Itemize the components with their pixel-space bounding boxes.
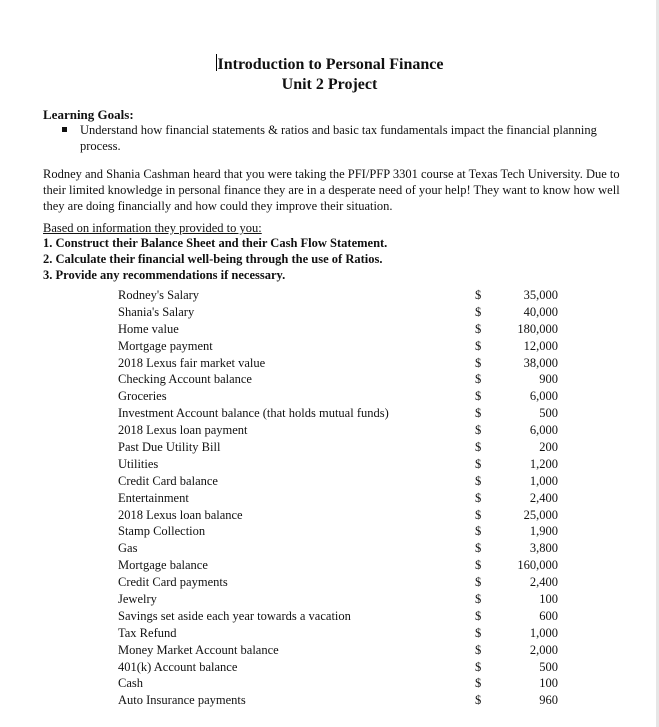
- task-item: 3. Provide any recommendations if necessary.: [43, 268, 286, 282]
- item-label: Rodney's Salary: [118, 288, 200, 302]
- financial-item-row: [118, 490, 558, 507]
- currency-symbol: $: [475, 490, 482, 505]
- item-label: Entertainment: [118, 490, 189, 505]
- currency-symbol: $: [475, 659, 482, 674]
- item-label: Mortgage payment: [118, 338, 213, 353]
- currency-symbol: $: [475, 355, 482, 370]
- item-amount: 600: [539, 608, 558, 623]
- currency-symbol: $: [475, 625, 482, 640]
- task-item: 2. Calculate their financial well-being through the use of Ratios.: [43, 252, 383, 266]
- item-amount: 960: [539, 693, 558, 708]
- title-line-2: Unit 2 Project: [281, 76, 378, 93]
- item-label: 401(k) Account balance: [118, 659, 238, 674]
- financial-item-row: [118, 388, 558, 405]
- item-label: Tax Refund: [118, 625, 177, 640]
- item-label: Home value: [118, 321, 179, 336]
- financial-item-row: [118, 405, 558, 422]
- financial-item-row: [118, 371, 558, 388]
- item-label: Cash: [118, 676, 143, 691]
- financial-item-row: [118, 439, 558, 456]
- title-line-1: [0, 54, 659, 75]
- item-amount: 2,000: [529, 642, 558, 657]
- item-amount: 1,900: [529, 524, 558, 539]
- financial-item-row: [118, 591, 558, 608]
- financial-item-row: [118, 321, 558, 338]
- task-list: [43, 235, 387, 283]
- item-amount: 1,200: [529, 456, 558, 471]
- currency-symbol: $: [475, 321, 482, 336]
- currency-symbol: $: [475, 642, 482, 657]
- currency-symbol: $: [475, 304, 482, 319]
- currency-symbol: $: [475, 406, 482, 421]
- currency-symbol: $: [475, 440, 482, 455]
- financial-item-row: [118, 355, 558, 372]
- item-amount: 2,400: [529, 490, 558, 505]
- financial-item-row: [118, 692, 558, 709]
- currency-symbol: $: [475, 558, 482, 573]
- item-amount: 500: [539, 406, 558, 421]
- item-amount: 1,000: [529, 473, 558, 488]
- item-label: Credit Card payments: [118, 575, 228, 590]
- financial-item-row: [118, 304, 558, 321]
- currency-symbol: $: [475, 288, 482, 302]
- financial-item-row: [118, 557, 558, 574]
- item-amount: 3,800: [529, 541, 558, 556]
- item-amount: 6,000: [529, 389, 558, 404]
- item-label: Auto Insurance payments: [118, 693, 246, 708]
- intro-paragraph: Rodney and Shania Cashman heard that you were taking the PFI/PFP 3301 course at Texas Tech University. Due to their limited knowledge in personal finance they are in a desperate need of your help! They want to know how well they are doing financially and how could they improve their situation.: [43, 167, 620, 213]
- based-on-heading: Based on information they provided to you:: [43, 221, 262, 235]
- learning-goals-heading: Learning Goals:: [43, 107, 134, 122]
- currency-symbol: $: [475, 693, 482, 708]
- financial-items-list: [118, 287, 558, 709]
- financial-item-row: [118, 287, 558, 304]
- square-bullet-icon: [62, 127, 67, 132]
- item-label: Groceries: [118, 389, 167, 404]
- item-amount: 6,000: [529, 423, 558, 438]
- currency-symbol: $: [475, 389, 482, 404]
- item-amount: 35,000: [523, 288, 558, 302]
- item-label: Past Due Utility Bill: [118, 440, 221, 455]
- task-item: 1. Construct their Balance Sheet and their Cash Flow Statement.: [43, 236, 388, 250]
- currency-symbol: $: [475, 676, 482, 691]
- item-label: Money Market Account balance: [118, 642, 279, 657]
- learning-goal-item: [62, 122, 622, 154]
- item-label: Jewelry: [118, 592, 157, 607]
- item-label: 2018 Lexus loan balance: [118, 507, 243, 522]
- currency-symbol: $: [475, 423, 482, 438]
- text-cursor: [216, 54, 217, 71]
- item-amount: 12,000: [523, 338, 558, 353]
- financial-item-row: [118, 540, 558, 557]
- currency-symbol: $: [475, 575, 482, 590]
- currency-symbol: $: [475, 338, 482, 353]
- item-amount: 40,000: [523, 304, 558, 319]
- item-amount: 100: [539, 676, 558, 691]
- currency-symbol: $: [475, 592, 482, 607]
- item-amount: 1,000: [529, 625, 558, 640]
- currency-symbol: $: [475, 507, 482, 522]
- item-label: Investment Account balance (that holds mutual funds): [118, 406, 389, 421]
- currency-symbol: $: [475, 608, 482, 623]
- document-title: [0, 54, 659, 95]
- item-amount: 180,000: [517, 321, 558, 336]
- item-amount: 25,000: [523, 507, 558, 522]
- item-amount: 200: [539, 440, 558, 455]
- financial-item-row: [118, 523, 558, 540]
- financial-item-row: [118, 507, 558, 524]
- item-label: Savings set aside each year towards a vacation: [118, 608, 351, 623]
- financial-item-row: [118, 422, 558, 439]
- financial-item-row: [118, 338, 558, 355]
- financial-item-row: [118, 625, 558, 642]
- item-label: Credit Card balance: [118, 473, 218, 488]
- item-amount: 160,000: [517, 558, 558, 573]
- financial-item-row: [118, 456, 558, 473]
- financial-item-row: [118, 473, 558, 490]
- item-amount: 38,000: [523, 355, 558, 370]
- item-amount: 900: [539, 372, 558, 387]
- item-label: Mortgage balance: [118, 558, 208, 573]
- title-line-1-text: Introduction to Personal Finance: [217, 56, 444, 73]
- item-label: Utilities: [118, 456, 159, 471]
- item-label: Shania's Salary: [118, 304, 195, 319]
- financial-item-row: [118, 574, 558, 591]
- financial-item-row: [118, 675, 558, 692]
- currency-symbol: $: [475, 541, 482, 556]
- item-amount: 100: [539, 592, 558, 607]
- item-amount: 2,400: [529, 575, 558, 590]
- currency-symbol: $: [475, 456, 482, 471]
- currency-symbol: $: [475, 372, 482, 387]
- item-label: Gas: [118, 541, 138, 556]
- financial-item-row: [118, 642, 558, 659]
- item-label: 2018 Lexus loan payment: [118, 423, 248, 438]
- currency-symbol: $: [475, 473, 482, 488]
- item-label: Checking Account balance: [118, 372, 252, 387]
- learning-goal-text: Understand how financial statements & ratios and basic tax fundamentals impact the financial planning process.: [80, 123, 597, 153]
- financial-item-row: [118, 659, 558, 676]
- financial-item-row: [118, 608, 558, 625]
- currency-symbol: $: [475, 524, 482, 539]
- item-label: Stamp Collection: [118, 524, 206, 539]
- item-amount: 500: [539, 659, 558, 674]
- item-label: 2018 Lexus fair market value: [118, 355, 266, 370]
